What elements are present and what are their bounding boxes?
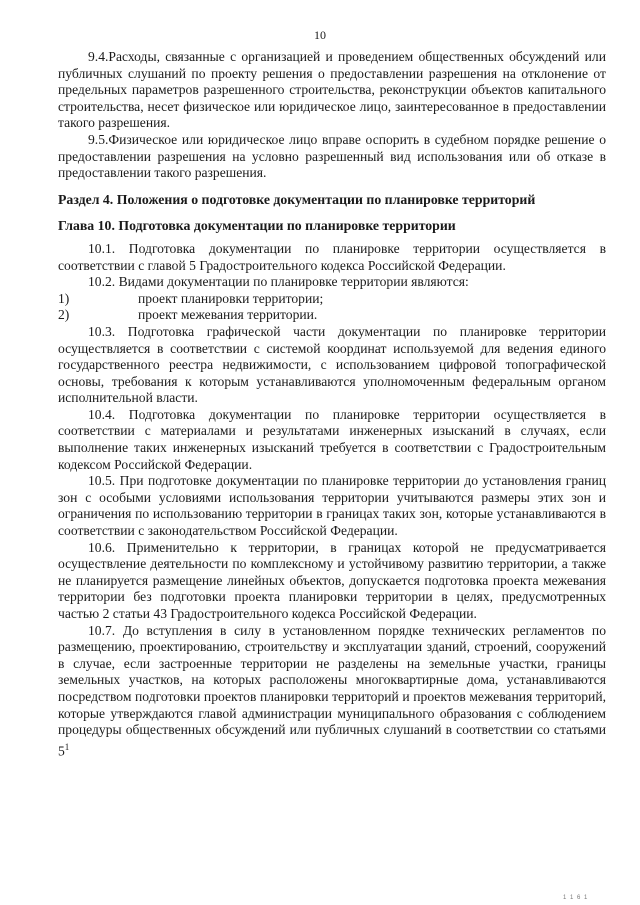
- clause-10-5: 10.5. При подготовке документации по планировке территории до установления границ зон с особыми условиями использования территории учитываются размеры этих зон и ограничения по использованию территории в границах таких зон, которые устанавливаются в соответствии с законодательством Российской Федерации.: [58, 473, 606, 539]
- chapter-title: Глава 10. Подготовка документации по планировке территории: [58, 218, 456, 234]
- clause-10-6: 10.6. Применительно к территории, в границах которой не предусматривается осуществление деятельности по комплексному и устойчивому развитию территории, а также не планируется размещение линейных объектов, допускается подготовка проекта межевания территории без подготовки проекта планировки территории в целях, предусмотренных частью 2 статьи 43 Градостроительного кодекса Российской Федерации.: [58, 539, 606, 621]
- paragraph-9-4: 9.4.Расходы, связанные с организацией и проведением общественных обсуждений или публичных слушаний по проекту решения о предоставлении разрешения на отклонение от предельных параметров разрешенного строительства, реконструкции объектов капитального строительства, несет физическое или юридическое лицо, заинтересованное в предоставлении такого разрешения.: [58, 49, 606, 131]
- list-item-number: 1): [58, 290, 70, 306]
- list-item-number: 2): [58, 307, 70, 323]
- section-title: Раздел 4. Положения о подготовке документации по планировке территорий: [58, 191, 536, 207]
- list-item: [58, 291, 606, 308]
- clause-10-4: 10.4. Подготовка документации по планировке территории осуществляется в соответствии с материалами и результатами инженерных изысканий в случаях, если выполнение таких инженерных изысканий требуется в соответствии с Градостроительным кодексом Российской Федерации.: [58, 406, 606, 472]
- list-item-text: проект межевания территории.: [138, 307, 318, 323]
- clause-10-7-text: 10.7. До вступления в силу в установленном порядке технических регламентов по размещению, проектированию, строительству и эксплуатации зданий, строений, сооружений в случае, если застроенные территории не разделены на земельные участки, границы земельных участков, на которых расположены многоквартирные дома, устанавливаются посредством подготовки проектов планировки территорий и проектов межевания территорий, которые утверждаются главой администрации муниципального образования с соблюдением процедуры общественных обсуждений или публичных слушаний в соответствии со статьями 5: [58, 622, 606, 759]
- paragraph-9-5: 9.5.Физическое или юридическое лицо вправе оспорить в судебном порядке решение о предоставлении разрешения на условно разрешенный вид использования или об отказе в предоставлении такого разрешения.: [58, 131, 606, 181]
- page-number: 10: [314, 28, 326, 42]
- scan-footer-mark: 1 1 6 1: [563, 895, 589, 901]
- list-item-text: проект планировки территории;: [138, 290, 324, 306]
- list-item: [58, 307, 606, 324]
- clause-10-2: 10.2. Видами документации по планировке территории являются:: [88, 274, 469, 290]
- clause-10-1: 10.1. Подготовка документации по планировке территории осуществляется в соответствии с главой 5 Градостроительного кодекса Российской Федерации.: [58, 240, 606, 273]
- document-body: [58, 49, 606, 760]
- clause-10-3: 10.3. Подготовка графической части документации по планировке территории осуществляется в соответствии с системой координат используемой для ведения единого государственного реестра недвижимости, с использованием цифровой топографической основы, требования к которым устанавливаются уполномоченным федеральным органом исполнительной власти.: [58, 323, 606, 406]
- clause-10-7: [58, 623, 606, 760]
- superscript-mark: 1: [64, 741, 70, 752]
